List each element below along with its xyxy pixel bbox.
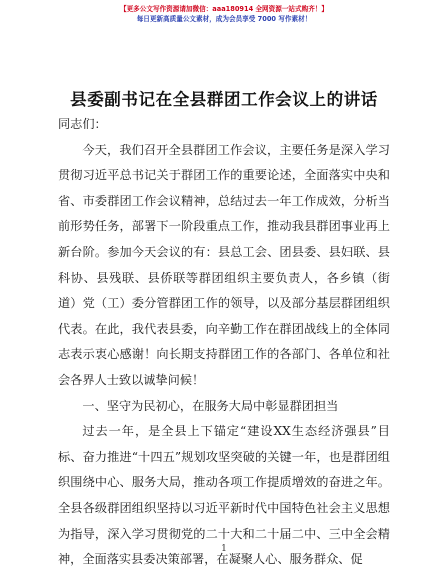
promo-line-1: 【更多公文写作资源请加微信：aaa180914 全网资源一站式购齐！】 bbox=[119, 5, 328, 13]
paragraph-section-1: 过去一年，是全县上下锚定“建设XX生态经济强县”目标、奋力推进“十四五”规划攻坚突破的关键一年，也是群团组织围绕中心、服务大局，推动各项工作提质增效的奋进之年。全县各级群团组织坚持以习近平新时代中国特色社会主义思想为指导，深入学习贯彻党的二十大和二十届二中、三中全会精神，全面落实县委决策部署，在凝聚人心、服务群众、促 bbox=[58, 424, 390, 567]
paragraph-intro: 今天，我们召开全县群团工作会议，主要任务是深入学习贯彻习近平总书记关于群团工作的重要论述，全面落实中央和省、市委群团工作会议精神，总结过去一年工作成效，分析当前形势任务，部署下一阶段重点工作，推动我县群团事业再上新台阶。参加今天会议的有：县总工会、团县委、县妇联、县科协、县残联、县侨联等群团组织主要负责人，各乡镇（街道）党（工）委分管群团工作的领导，以及部分基层群团组织代表。在此，我代表县委，向辛勤工作在群团战线上的全体同志表示衷心感谢！向长期支持群团工作的各部门、各单位和社会各界人士致以诚挚问候！ bbox=[58, 142, 390, 387]
document-body bbox=[58, 112, 390, 573]
section-heading-1: 一、坚守为民初心，在服务大局中彰显群团担当 bbox=[82, 398, 339, 413]
page-number: 1 bbox=[221, 544, 227, 554]
greeting: 同志们： bbox=[58, 117, 107, 131]
promo-line-2: 每日更新高质量公文素材，成为会员享受 7000 写作素材！ bbox=[136, 15, 312, 23]
document-title: 县委副书记在全县群团工作会议上的讲话 bbox=[70, 90, 378, 109]
promo-banner bbox=[0, 4, 448, 24]
